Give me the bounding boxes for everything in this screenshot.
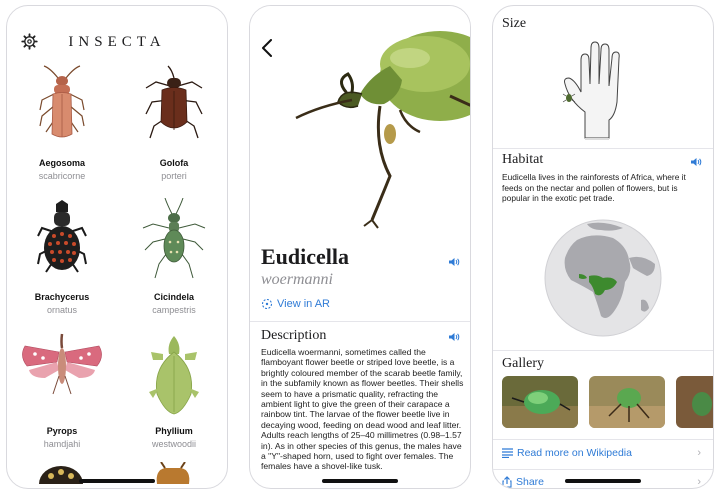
globe-map (543, 218, 663, 338)
insect-card[interactable] (7, 64, 117, 196)
home-indicator (565, 479, 641, 483)
view-in-ar-link[interactable] (261, 298, 330, 310)
insect-image (32, 64, 92, 144)
insect-genus: Cicindela (153, 292, 194, 302)
divider (493, 350, 713, 351)
insect-species: campestris (152, 305, 196, 315)
speaker-icon[interactable] (448, 257, 460, 267)
insect-image (139, 198, 209, 282)
insect-genus: Pyrops (46, 426, 78, 436)
habitat-heading: Habitat (502, 152, 544, 167)
home-indicator (79, 479, 155, 483)
speaker-icon[interactable] (448, 332, 460, 342)
insect-species: scabricorne (38, 171, 86, 181)
share-label: Share (516, 476, 545, 488)
wikipedia-label: Read more on Wikipedia (517, 447, 632, 459)
chevron-right-icon: › (697, 476, 701, 488)
hero-image (250, 6, 471, 241)
size-heading: Size (502, 16, 527, 31)
gallery-heading: Gallery (502, 356, 544, 371)
insect-species: westwoodii (151, 439, 197, 449)
insect-image (147, 332, 201, 416)
insect-image (32, 198, 92, 278)
insect-card[interactable] (7, 332, 117, 464)
back-chevron-icon[interactable] (260, 39, 274, 57)
insect-card[interactable] (119, 332, 228, 464)
insect-genus: Aegosoma (38, 158, 85, 168)
insect-genus: Golofa (159, 158, 189, 168)
insect-image (19, 332, 105, 412)
divider (250, 321, 470, 322)
hand-size-illustration (559, 40, 639, 140)
list-icon (502, 448, 513, 458)
description-heading: Description (261, 328, 327, 343)
gallery-photo[interactable] (676, 376, 714, 428)
insect-image (142, 64, 206, 144)
view-in-ar-label: View in AR (277, 298, 330, 310)
wikipedia-link[interactable] (502, 447, 632, 459)
chevron-right-icon: › (697, 447, 701, 459)
habitat-text: Eudicella lives in the rainforests of Africa, where it feeds on the nectar and pollen of flowers, but is popular in the exotic pet trade. (502, 172, 686, 204)
insect-species: porteri (161, 171, 187, 181)
insect-genus: Phyllium (155, 426, 193, 436)
insect-card[interactable] (119, 198, 228, 330)
speaker-icon[interactable] (690, 157, 702, 167)
insect-genus: Brachycerus (34, 292, 90, 302)
gallery-photo[interactable] (502, 376, 578, 428)
insect-card[interactable] (7, 198, 117, 330)
ar-cube-icon (261, 298, 273, 310)
share-icon (502, 476, 512, 488)
gallery-photo[interactable] (589, 376, 665, 428)
detail-screen (249, 5, 471, 489)
species-subtitle: woermanni (261, 271, 333, 288)
insect-card[interactable] (119, 64, 228, 196)
app-title: INSECTA (68, 34, 166, 50)
collection-screen (6, 5, 228, 489)
insect-species: ornatus (46, 305, 78, 315)
insect-species: hamdjahi (43, 439, 81, 449)
species-genus-title: Eudicella (261, 244, 350, 269)
info-screen (492, 5, 714, 489)
description-text: Eudicella woermanni, sometimes called the flamboyant flower beetle or striped love beetle, is a brightly coloured member of the scarab beetle family, in the subfamily known as flower beetles. Their shells seem to have a prismatic quality, refracting the ambient light to give the green of their carapace a rainbow tint. The larvae of the flower beetle live in decaying wood, feeding on dead wood and leaf litter. Adults reach lengths of 25–40 millimetres (0.98–1.57 in). As in other species of this genus, the males have a "Y"-shaped horn, used to fight over females. The females have a shovel-like tusk. (261, 347, 464, 472)
home-indicator (322, 479, 398, 483)
divider (493, 148, 713, 149)
divider (493, 439, 713, 440)
divider (493, 469, 713, 470)
share-button[interactable] (502, 476, 544, 488)
